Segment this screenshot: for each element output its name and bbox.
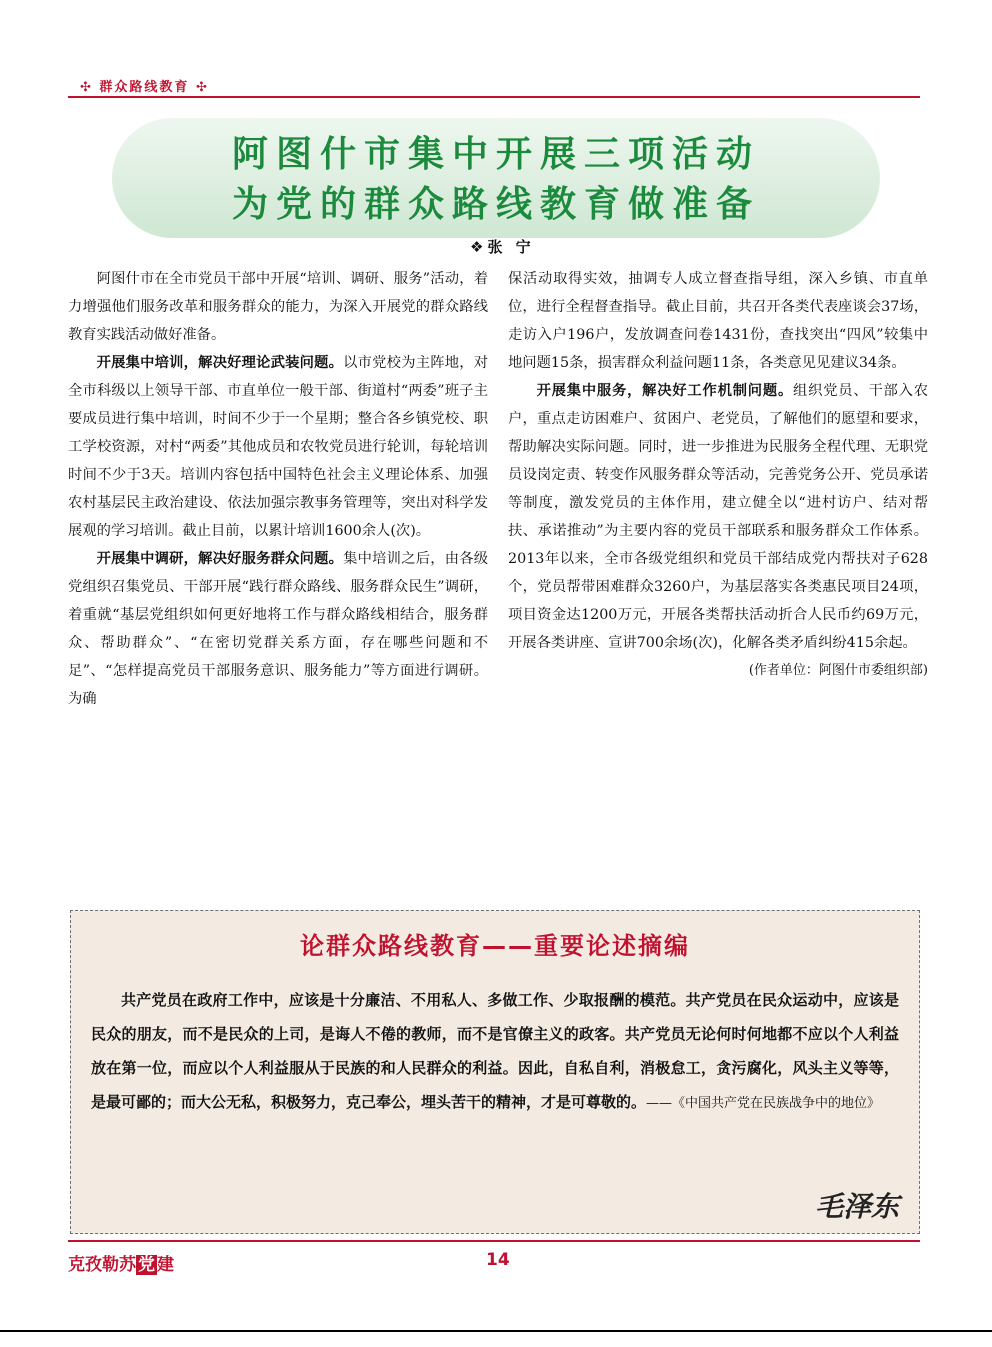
quote-source: ——《中国共产党在民族战争中的地位》 <box>646 1096 881 1111</box>
training-heading: 开展集中培训，解决好理论武装问题。 <box>96 355 344 371</box>
research-body: 集中培训之后，由各级党组织召集党员、干部开展“践行群众路线、服务群众民生”调研，着重就“基层党组织如何更好地将工作与群众路线相结合，服务群众、帮助群众”、“在密切党群关系方面，存在哪些问题和不足”、“怎样提高党员干部服务意识、服务能力”等方面进行调研。为确 <box>68 551 489 707</box>
training-paragraph <box>68 349 488 545</box>
author-affiliation: (作者单位：阿图什市委组织部) <box>748 663 928 678</box>
service-heading: 开展集中服务，解决好工作机制问题。 <box>536 383 794 399</box>
article-title-line-2: 为党的群众路线教育做准备 <box>231 184 760 225</box>
logo-suffix: 建 <box>157 1255 174 1275</box>
bottom-edge-line <box>0 1330 992 1332</box>
section-label: ✣ 群众路线教育 ✣ <box>80 80 209 95</box>
magazine-logo <box>68 1250 174 1275</box>
left-column <box>68 265 488 713</box>
intro-paragraph: 阿图什市在全市党员干部中开展“培训、调研、服务”活动，着力增强他们服务改革和服务群众的能力，为深入开展党的群众路线教育实践活动做好准备。 <box>68 271 488 343</box>
footer-divider <box>68 1240 920 1242</box>
service-body: 组织党员、干部入农户，重点走访困难户、贫困户、老党员，了解他们的愿望和要求，帮助解决实际问题。同时，进一步推进为民服务全程代理、无职党员设岗定责、转变作风服务群众等活动，完善党务公开、党员承诺等制度，激发党员的主体作用，建立健全以“进村访户、结对帮扶、承诺推动”为主要内容的党员干部联系和服务群众工作体系。2013年以来，全市各级党组织和党员干部结成党内帮扶对子628个，党员帮带困难群众3260户，为基层落实各类惠民项目24项，项目资金达1200万元，开展各类帮扶活动折合人民币约69万元，开展各类讲座、宣讲700余场(次)，化解各类矛盾纠纷415余起。 <box>508 383 929 651</box>
training-body: 以市党校为主阵地，对全市科级以上领导干部、市直单位一般干部、街道村“两委”班子主要成员进行集中培训，时间不少于一个星期；整合各乡镇党校、职工学校资源，对村“两委”其他成员和农牧党员进行轮训，每轮培训时间不少于3天。培训内容包括中国特色社会主义理论体系、加强农村基层民主政治建设、依法加强宗教事务管理等，突出对科学发展观的学习培训。截止目前，以累计培训1600余人(次)。 <box>68 355 489 539</box>
research-paragraph <box>68 545 488 713</box>
quote-box <box>70 910 920 1234</box>
quote-box-title: 论群众路线教育——重要论述摘编 <box>300 932 690 960</box>
article-title-line-1: 阿图什市集中开展三项活动 <box>231 134 760 175</box>
header-divider <box>68 96 920 98</box>
logo-highlight: 党 <box>138 1255 155 1275</box>
author-byline: ❖张 宁 <box>470 238 535 256</box>
signature: 毛泽东 <box>814 1190 899 1223</box>
page-number: 14 <box>486 1250 510 1270</box>
quote-text-block <box>91 983 899 1121</box>
research-continued-paragraph: 保活动取得实效，抽调专人成立督查指导组，深入乡镇、市直单位，进行全程督查指导。截止目前，共召开各类代表座谈会37场，走访入户196户，发放调查问卷1431份，查找突出“四风”较集中地问题15条，损害群众利益问题11条，各类意见见建议34条。 <box>508 271 928 371</box>
service-paragraph <box>508 377 928 657</box>
title-banner <box>112 118 880 238</box>
logo-prefix: 克孜勒苏 <box>68 1255 136 1275</box>
quote-text: 共产党员在政府工作中，应该是十分廉洁、不用私人、多做工作、少取报酬的模范。共产党员在民众运动中，应该是民众的朋友，而不是民众的上司，是诲人不倦的教师，而不是官僚主义的政客。共产党员无论何时何地都不应以个人利益放在第一位，而应以个人利益服从于民族的和人民群众的利益。因此，自私自利，消极怠工，贪污腐化，风头主义等等，是最可鄙的；而大公无私，积极努力，克己奉公，埋头苦干的精神，才是可尊敬的。 <box>91 991 899 1111</box>
right-column <box>508 265 928 685</box>
research-heading: 开展集中调研，解决好服务群众问题。 <box>96 551 344 567</box>
